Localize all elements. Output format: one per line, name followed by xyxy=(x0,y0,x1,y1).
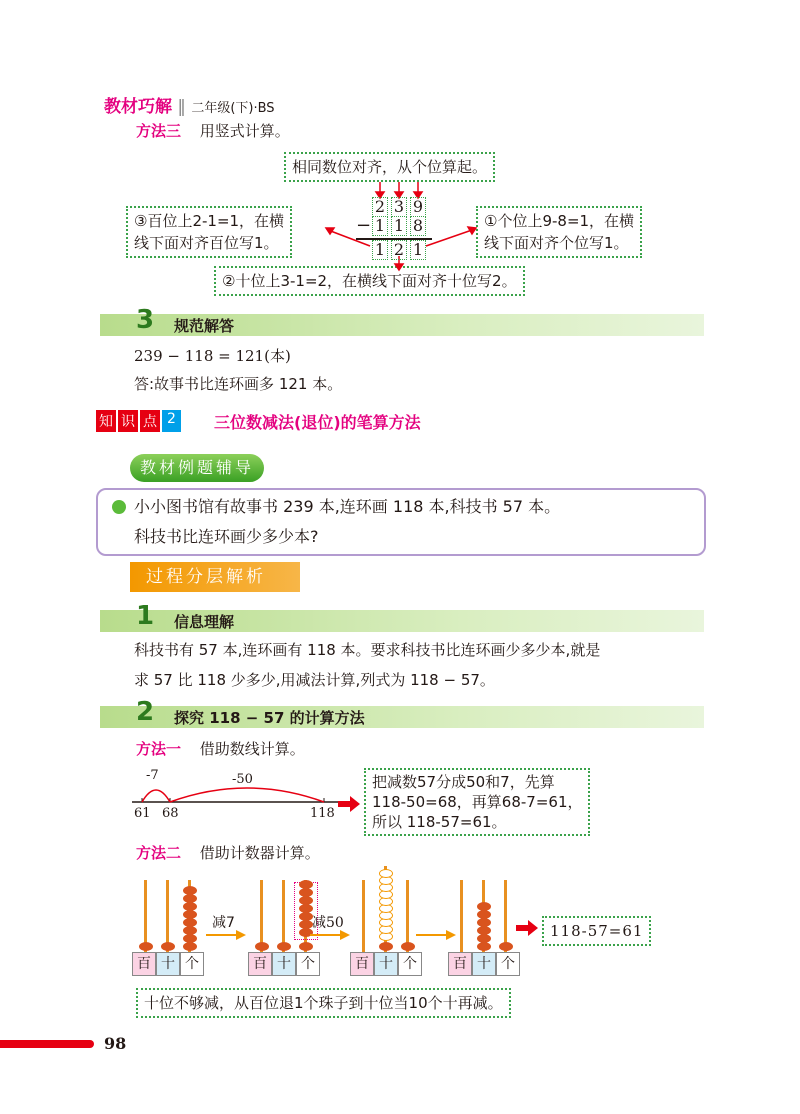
bead xyxy=(477,902,491,911)
digit-mid-tens: 1 xyxy=(391,216,407,236)
minus-sign: − xyxy=(356,215,372,236)
note-ones-line1: ①个位上9-8=1，在横 xyxy=(484,212,635,230)
digit-mid-ones: 8 xyxy=(410,216,426,236)
problem-bullet-icon xyxy=(112,500,126,514)
bead xyxy=(139,942,153,951)
note-hundreds xyxy=(126,206,292,258)
bead xyxy=(477,910,491,919)
section1-line2: 求 57 比 118 少多少,用减法计算,列式为 118 − 57。 xyxy=(134,671,495,689)
arrow-head-right xyxy=(468,227,476,234)
digit-top-hundreds: 2 xyxy=(372,197,388,217)
method1-label: 方法一 xyxy=(136,740,182,758)
bead xyxy=(477,926,491,935)
section2-number: 2 xyxy=(136,697,155,727)
section3-equation: 239 − 118 = 121(本) xyxy=(134,347,291,365)
bead xyxy=(183,894,197,903)
label-hundreds: 百 xyxy=(448,952,472,976)
bead xyxy=(183,942,197,951)
knowledge-title: 三位数减法(退位)的笔算方法 xyxy=(214,413,421,432)
bead xyxy=(379,942,393,951)
method2-desc: 借助计数器计算。 xyxy=(199,844,320,862)
note-tens: ②十位上3-1=2，在横线下面对齐十位写2。 xyxy=(214,266,525,296)
place-labels-1 xyxy=(132,952,204,976)
bead xyxy=(477,918,491,927)
tick-118: 118 xyxy=(310,806,335,821)
problem-line2: 科技书比连环画少多少本? xyxy=(134,527,319,546)
label-hundreds: 百 xyxy=(132,952,156,976)
step1-label: 减7 xyxy=(212,915,235,931)
note-align: 相同数位对齐，从个位算起。 xyxy=(284,152,495,182)
problem-line1: 小小图书馆有故事书 239 本,连环画 118 本,科技书 57 本。 xyxy=(134,497,561,516)
section1-bar xyxy=(100,601,704,632)
footer-bar xyxy=(0,1040,94,1048)
section3-title: 规范解答 xyxy=(174,317,235,335)
bead xyxy=(299,920,313,929)
example-pill: 教材例题辅导 xyxy=(130,454,264,482)
label-tens: 十 xyxy=(374,952,398,976)
method2-result: 118-57=61 xyxy=(542,916,651,946)
label-hundreds: 百 xyxy=(350,952,374,976)
bead xyxy=(183,926,197,935)
section2-title: 探究 118 − 57 的计算方法 xyxy=(174,709,365,727)
bead xyxy=(477,942,491,951)
bead xyxy=(477,934,491,943)
tick-68: 68 xyxy=(162,806,179,821)
arrow-head-bottom xyxy=(395,264,403,270)
label-tens: 十 xyxy=(272,952,296,976)
step2-label: 减50 xyxy=(312,915,344,931)
note-ones xyxy=(476,206,642,258)
book-brand: 教材巧解 xyxy=(104,97,172,117)
method3-line xyxy=(136,120,290,141)
note-hundreds-line1: ③百位上2-1=1，在横 xyxy=(134,212,285,230)
digit-top-tens: 3 xyxy=(391,197,407,217)
bead xyxy=(299,888,313,897)
page-header xyxy=(104,92,275,117)
bead xyxy=(183,934,197,943)
label-tens: 十 xyxy=(156,952,180,976)
tag-char-3: 点 xyxy=(140,410,160,432)
bead-outline xyxy=(379,869,393,878)
arc-label-7: -7 xyxy=(146,768,159,783)
method3-label: 方法三 xyxy=(136,122,182,140)
digit-top-ones: 9 xyxy=(410,197,426,217)
bead xyxy=(299,942,313,951)
digit-res-tens: 2 xyxy=(391,240,407,260)
note-ones-line2: 线下面对齐个位写1。 xyxy=(484,234,629,252)
bead xyxy=(299,880,313,889)
step1-arrow-icon xyxy=(206,930,246,940)
place-labels-4 xyxy=(448,952,520,976)
place-labels-2 xyxy=(248,952,320,976)
right-arrow-icon xyxy=(338,796,360,812)
problem-box xyxy=(96,488,706,556)
header-divider: ‖ xyxy=(177,97,186,117)
bead xyxy=(401,942,415,951)
bead xyxy=(499,942,513,951)
abacus-1 xyxy=(128,880,208,976)
section1-number: 1 xyxy=(136,601,155,631)
digit-res-ones: 1 xyxy=(410,240,426,260)
rod-hundreds xyxy=(362,880,365,952)
method1-note xyxy=(364,768,590,836)
method3-desc: 用竖式计算。 xyxy=(199,122,290,140)
place-labels-3 xyxy=(350,952,422,976)
digit-mid-hundreds: 1 xyxy=(372,216,388,236)
label-hundreds: 百 xyxy=(248,952,272,976)
digit-res-hundreds: 1 xyxy=(372,240,388,260)
bead xyxy=(183,886,197,895)
abacus-4 xyxy=(444,880,524,976)
label-ones: 个 xyxy=(296,952,320,976)
label-ones: 个 xyxy=(398,952,422,976)
bead xyxy=(183,918,197,927)
grade-label: 二年级(下)·BS xyxy=(191,101,275,116)
result-arrow-icon xyxy=(516,920,538,936)
bead xyxy=(299,896,313,905)
section1-title: 信息理解 xyxy=(174,613,235,631)
tick-61: 61 xyxy=(134,806,151,821)
method1-note-line2: 118-50=68，再算68-7=61， xyxy=(372,793,583,811)
method1-note-line3: 所以 118-57=61。 xyxy=(372,813,507,831)
rod-hundreds xyxy=(460,880,463,952)
tag-char-2: 识 xyxy=(118,410,138,432)
method2-label: 方法二 xyxy=(136,844,182,862)
section3-number: 3 xyxy=(136,305,155,335)
arc-minus-50 xyxy=(170,788,324,802)
label-ones: 个 xyxy=(180,952,204,976)
section3-answer: 答:故事书比连环画多 121 本。 xyxy=(134,375,343,393)
section3-bar xyxy=(100,305,704,336)
arrow-to-right-note xyxy=(426,230,472,246)
label-tens: 十 xyxy=(472,952,496,976)
bead xyxy=(255,942,269,951)
knowledge-tag xyxy=(96,410,181,432)
arc-minus-7 xyxy=(142,790,170,802)
bead xyxy=(183,910,197,919)
label-ones: 个 xyxy=(496,952,520,976)
bead xyxy=(299,912,313,921)
bead xyxy=(183,902,197,911)
section1-line1: 科技书有 57 本,连环画有 118 本。要求科技书比连环画少多少本,就是 xyxy=(134,641,601,659)
step2-arrow-icon xyxy=(310,930,350,940)
bead xyxy=(161,942,175,951)
abacus-3 xyxy=(346,866,426,976)
method2-line xyxy=(136,842,320,863)
method1-desc: 借助数线计算。 xyxy=(199,740,305,758)
arc-label-50: -50 xyxy=(232,772,253,787)
tag-number: 2 xyxy=(162,410,181,432)
bead xyxy=(277,942,291,951)
method1-note-line1: 把减数57分成50和7，先算 xyxy=(372,773,555,791)
method1-line xyxy=(136,738,305,759)
tag-char-1: 知 xyxy=(96,410,116,432)
process-banner: 过程分层解析 xyxy=(130,562,300,592)
bead xyxy=(299,904,313,913)
page-number: 98 xyxy=(104,1034,127,1053)
section2-bar xyxy=(100,697,704,728)
arrow-head-left xyxy=(326,228,334,234)
note-hundreds-line2: 线下面对齐百位写1。 xyxy=(134,234,279,252)
method2-note: 十位不够减，从百位退1个珠子到十位当10个十再减。 xyxy=(136,988,511,1018)
